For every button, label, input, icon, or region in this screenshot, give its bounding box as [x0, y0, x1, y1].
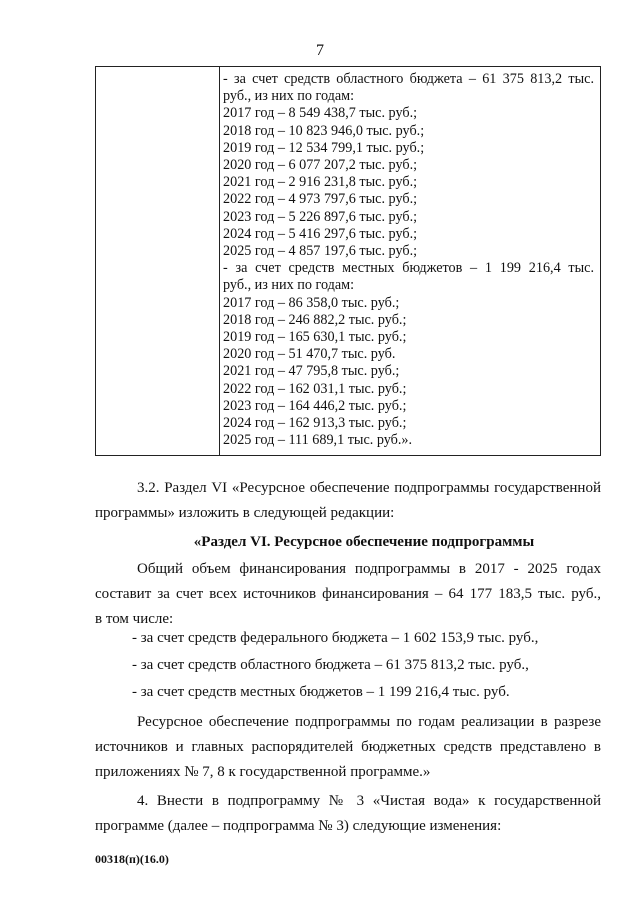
funding-table-cell — [223, 71, 594, 449]
page-number: 7 — [316, 42, 324, 59]
paragraph-total-funding — [95, 557, 601, 632]
table-line: 2021 год – 47 795,8 тыс. руб.; — [223, 363, 400, 380]
table-line: 2017 год – 86 358,0 тыс. руб.; — [223, 294, 400, 311]
bullet-regional-budget: - за счет средств областного бюджета – 61 375 813,2 тыс. руб., — [132, 657, 529, 673]
paragraph-line: программы» изложить в следующей редакции: — [95, 505, 395, 521]
table-line: 2019 год – 12 534 799,1 тыс. руб.; — [223, 139, 425, 156]
table-line: 2021 год – 2 916 231,8 тыс. руб.; — [223, 174, 418, 191]
table-line: 2023 год – 164 446,2 тыс. руб.; — [223, 397, 407, 414]
funding-table — [95, 66, 601, 456]
table-line: руб., из них по годам: — [223, 88, 355, 105]
paragraph-line: источников и главных распорядителей бюджетных средств представлено в — [95, 739, 601, 755]
paragraph-line: приложениях № 7, 8 к государственной программе.» — [95, 764, 431, 780]
table-column-divider — [219, 67, 220, 455]
table-line: 2025 год – 4 857 197,6 тыс. руб.; — [223, 243, 418, 260]
table-line: 2018 год – 246 882,2 тыс. руб.; — [223, 311, 407, 328]
paragraph-line: 4. Внести в подпрограмму № 3 «Чистая вода» к государственной — [137, 793, 601, 809]
table-line: 2019 год – 165 630,1 тыс. руб.; — [223, 329, 407, 346]
table-line: 2025 год – 111 689,1 тыс. руб.». — [223, 432, 413, 449]
paragraph-line: Общий объем финансирования подпрограммы в 2017 - 2025 годах — [137, 561, 601, 577]
table-line: - за счет средств местных бюджетов – 1 199 216,4 тыс. — [223, 260, 594, 277]
table-line: 2022 год – 162 031,1 тыс. руб.; — [223, 380, 407, 397]
table-line: 2018 год – 10 823 946,0 тыс. руб.; — [223, 122, 425, 139]
paragraph-line: составит за счет всех источников финансирования – 64 177 183,5 тыс. руб., — [95, 586, 601, 602]
document-code: 00318(п)(16.0) — [95, 852, 169, 866]
table-line: 2024 год – 162 913,3 тыс. руб.; — [223, 415, 407, 432]
table-line: руб., из них по годам: — [223, 277, 355, 294]
bullet-federal-budget: - за счет средств федерального бюджета – 1 602 153,9 тыс. руб., — [132, 630, 539, 646]
table-line: 2024 год – 5 416 297,6 тыс. руб.; — [223, 225, 418, 242]
table-line: 2017 год – 8 549 438,7 тыс. руб.; — [223, 105, 418, 122]
table-line: - за счет средств областного бюджета – 61 375 813,2 тыс. — [223, 71, 594, 87]
paragraph-resource-provision — [95, 710, 601, 785]
table-line: 2020 год – 51 470,7 тыс. руб. — [223, 346, 396, 363]
bullet-local-budget: - за счет средств местных бюджетов – 1 199 216,4 тыс. руб. — [132, 684, 510, 700]
paragraph-line: в том числе: — [95, 611, 174, 627]
paragraph-section-4 — [95, 789, 601, 839]
paragraph-section-3-2 — [95, 476, 601, 526]
table-line: 2022 год – 4 973 797,6 тыс. руб.; — [223, 191, 418, 208]
section-heading: «Раздел VI. Ресурсное обеспечение подпрограммы — [193, 534, 535, 550]
paragraph-line: Ресурсное обеспечение подпрограммы по годам реализации в разрезе — [137, 714, 601, 730]
table-line: 2023 год – 5 226 897,6 тыс. руб.; — [223, 208, 418, 225]
paragraph-line: программе (далее – подпрограмма № 3) следующие изменения: — [95, 818, 502, 834]
paragraph-line: 3.2. Раздел VI «Ресурсное обеспечение подпрограммы государственной — [137, 480, 601, 496]
table-line: 2020 год – 6 077 207,2 тыс. руб.; — [223, 157, 418, 174]
